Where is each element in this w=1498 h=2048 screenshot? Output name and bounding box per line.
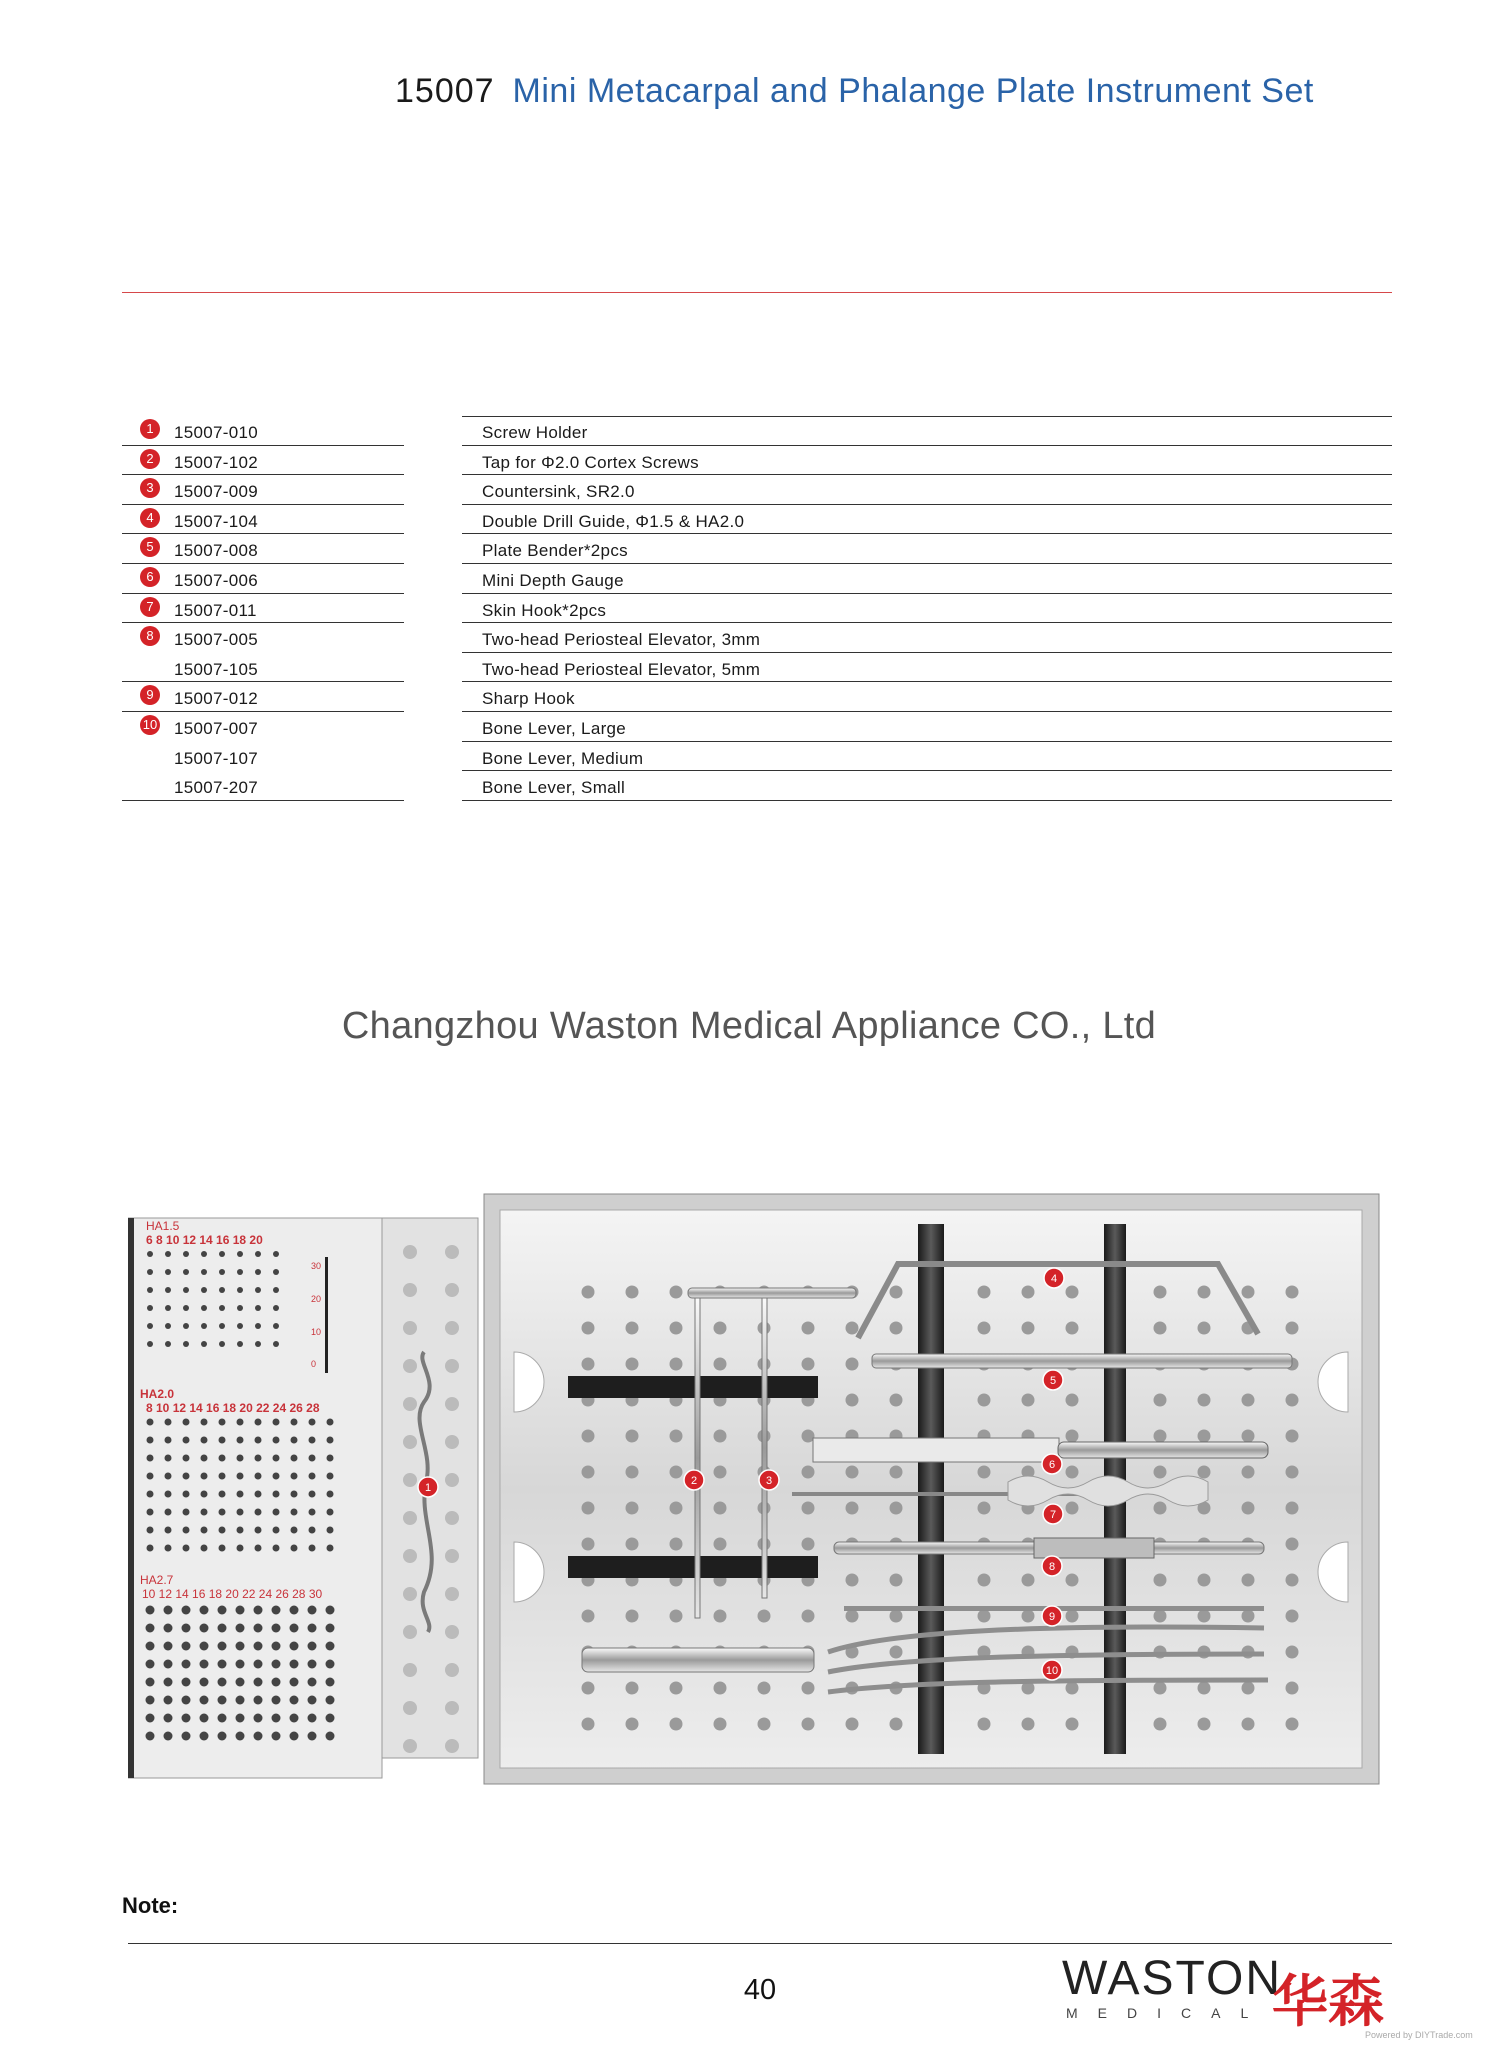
callout-badge: [1044, 1268, 1064, 1288]
callout-number: 1: [424, 1482, 432, 1494]
item-number-badge: 8: [140, 626, 160, 646]
gauge-mark-20: 20: [311, 1294, 322, 1304]
callout-number: 2: [690, 1475, 698, 1487]
item-number-badge: 7: [140, 597, 160, 617]
page-header: [395, 72, 1395, 132]
table-row: [122, 475, 1392, 505]
table-row: [122, 534, 1392, 564]
table-row: [122, 505, 1392, 535]
powered-by: Powered by DIYTrade.com: [1365, 2030, 1473, 2040]
part-description: Bone Lever, Large: [482, 718, 627, 738]
item-number-badge: 6: [140, 567, 160, 587]
brand-sub: MEDICAL: [1066, 2005, 1269, 2021]
part-description: Screw Holder: [482, 423, 588, 442]
brand-logo: [1062, 1952, 1283, 2021]
part-number: 15007-007: [174, 718, 258, 738]
rack-label-ha15: HA1.5: [146, 1219, 180, 1233]
company-name: Changzhou Waston Medical Appliance CO., Ltd: [341, 1005, 1157, 1047]
part-number: 15007-009: [174, 482, 258, 502]
item-number-badge: 9: [140, 685, 160, 705]
gauge-mark-10: 10: [311, 1327, 322, 1337]
callout-number: 5: [1049, 1375, 1057, 1387]
part-description: Bone Lever, Medium: [482, 748, 644, 768]
gauge-mark-30: 30: [311, 1261, 322, 1271]
callout-badge: [1043, 1370, 1063, 1390]
part-number: 15007-104: [174, 511, 258, 531]
part-number: 15007-005: [174, 630, 258, 650]
main-tray: [484, 1194, 1379, 1784]
table-row: [122, 446, 1392, 476]
table-row: [122, 564, 1392, 594]
row-rule-left: [122, 800, 404, 801]
rack-label-ha20: HA2.0: [140, 1387, 175, 1401]
set-code: 15007: [395, 72, 495, 110]
part-description: Mini Depth Gauge: [482, 570, 624, 590]
part-description: Countersink, SR2.0: [482, 482, 635, 502]
callout-number: 6: [1048, 1459, 1056, 1471]
part-number: 15007-008: [174, 541, 258, 561]
part-description: Two-head Periosteal Elevator, 3mm: [482, 630, 761, 650]
callout-badge: [1042, 1454, 1062, 1474]
callout-number: 8: [1048, 1561, 1056, 1573]
footer-rule: [128, 1943, 1392, 1944]
item-number-badge: 2: [140, 449, 160, 469]
table-row: [122, 416, 1392, 446]
part-number: 15007-107: [174, 748, 258, 768]
brand-chinese: 华森: [1272, 1970, 1384, 2035]
part-number: 15007-105: [174, 659, 258, 679]
callout-badge: [759, 1470, 779, 1490]
table-row: [122, 742, 1392, 772]
part-number: 15007-207: [174, 778, 258, 798]
set-title: Mini Metacarpal and Phalange Plate Instrument Set: [512, 72, 1314, 110]
part-description: Double Drill Guide, Φ1.5 & HA2.0: [482, 511, 745, 531]
header-rule: [122, 292, 1392, 293]
item-number-badge: 5: [140, 537, 160, 557]
table-row: [122, 682, 1392, 712]
callout-badge: [418, 1477, 438, 1497]
part-description: Sharp Hook: [482, 689, 575, 709]
callout-number: 3: [765, 1475, 773, 1487]
row-rule-right: [462, 800, 1392, 801]
callout-badge: [1043, 1504, 1063, 1524]
part-description: Plate Bender*2pcs: [482, 541, 628, 561]
part-number: 15007-006: [174, 570, 258, 590]
brand-word: WASTON: [1062, 1952, 1283, 2005]
rack-label-ha27: HA2.7: [140, 1573, 174, 1587]
callout-badge: [1042, 1660, 1062, 1680]
callout-badge: [1042, 1556, 1062, 1576]
table-row: [122, 594, 1392, 624]
instrument-tray-illustration: [128, 1192, 1381, 1788]
part-description: Skin Hook*2pcs: [482, 600, 607, 620]
part-number: 15007-012: [174, 689, 258, 709]
callout-badge: [1042, 1606, 1062, 1626]
page-number: 40: [743, 1974, 777, 2006]
callout-number: 4: [1050, 1273, 1058, 1285]
rack-sizes-ha15: 6 8 10 12 14 16 18 20: [146, 1233, 263, 1247]
callout-number: 9: [1048, 1611, 1056, 1623]
item-number-badge: 3: [140, 478, 160, 498]
callout-number: 10: [1045, 1665, 1059, 1677]
table-row: [122, 623, 1392, 653]
part-number: 15007-102: [174, 452, 258, 472]
item-number-badge: 10: [140, 715, 160, 735]
screw-rack: [128, 1218, 478, 1778]
part-number: 15007-010: [174, 423, 258, 442]
table-row: [122, 712, 1392, 742]
item-number-badge: 1: [140, 419, 160, 439]
part-description: Tap for Φ2.0 Cortex Screws: [482, 452, 699, 472]
note-label: Note:: [122, 1893, 179, 1918]
callout-number: 7: [1049, 1509, 1057, 1521]
item-number-badge: 4: [140, 508, 160, 528]
parts-table: [122, 416, 1392, 801]
part-description: Two-head Periosteal Elevator, 5mm: [482, 659, 761, 679]
table-row: [122, 653, 1392, 683]
rack-sizes-ha27: 10 12 14 16 18 20 22 24 26 28 30: [142, 1587, 323, 1601]
instrument-tray-photo: [128, 1192, 1381, 1788]
callout-badge: [684, 1470, 704, 1490]
part-description: Bone Lever, Small: [482, 778, 626, 798]
table-row: [122, 771, 1392, 801]
rack-sizes-ha20: 8 10 12 14 16 18 20 22 24 26 28: [146, 1401, 320, 1415]
part-number: 15007-011: [174, 600, 257, 620]
gauge-mark-0: 0: [311, 1359, 317, 1369]
